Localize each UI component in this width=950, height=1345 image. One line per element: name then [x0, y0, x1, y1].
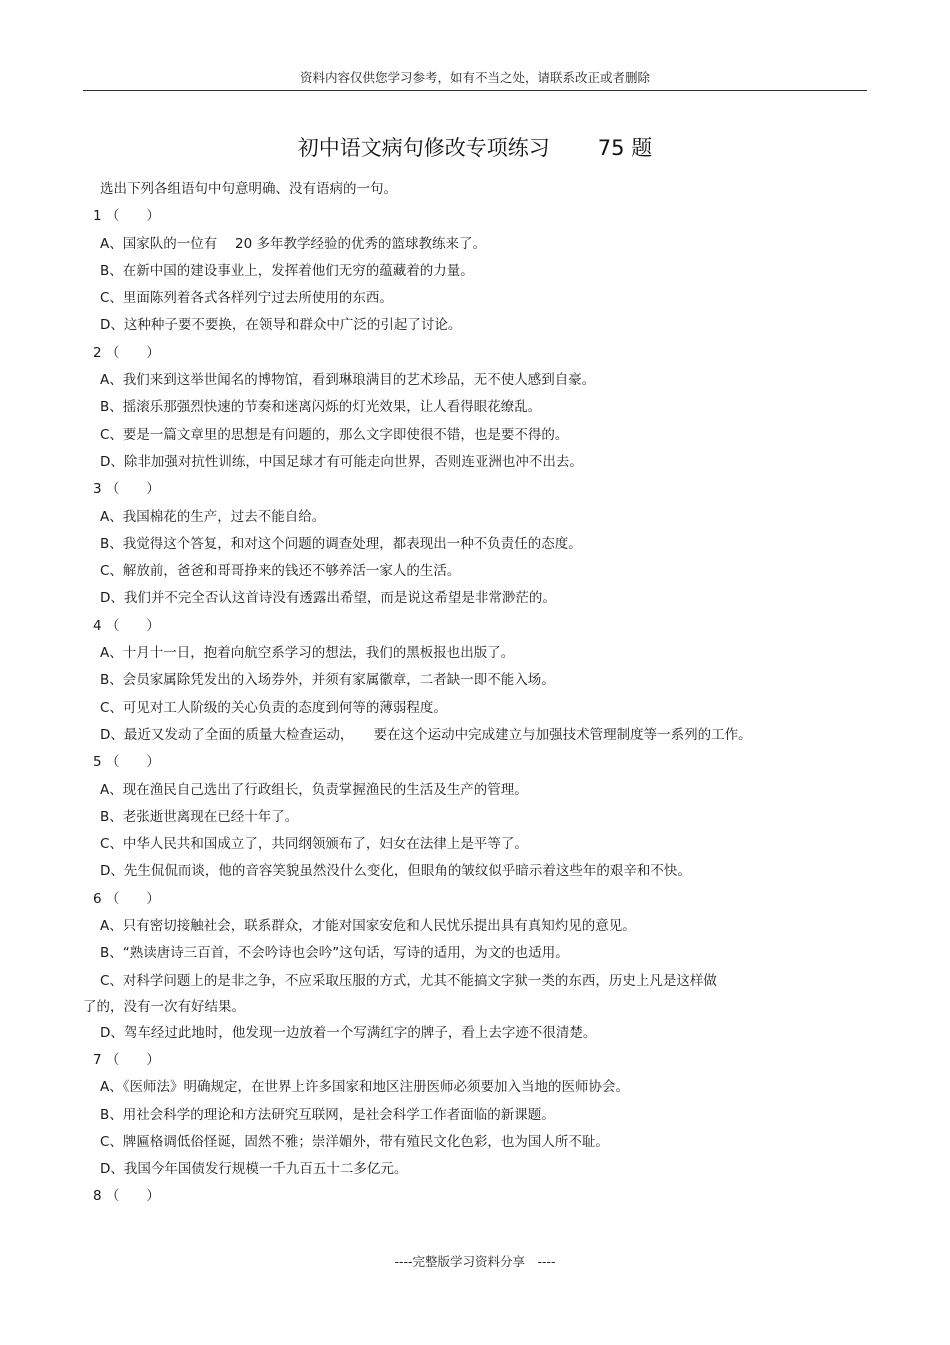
answer-option	[83, 968, 873, 1020]
answer-option: C、解放前，爸爸和哥哥挣来的钱还不够养活一家人的生活。	[100, 563, 461, 580]
question-number: 8 （ ）	[93, 1188, 160, 1205]
answer-option: D、驾车经过此地时，他发现一边放着一个写满红字的牌子，看上去字迹不很清楚。	[100, 1024, 597, 1041]
answer-option: C、中华人民共和国成立了，共同纲领颁布了，妇女在法律上是平等了。	[100, 836, 528, 853]
header-disclaimer: 资料内容仅供您学习参考，如有不当之处，请联系改正或者删除	[299, 70, 650, 85]
answer-option: D、这种种子要不要换，在领导和群众中广泛的引起了讨论。	[100, 317, 462, 334]
title-main: 初中语文病句修改专项练习	[297, 136, 550, 160]
answer-option: D、最近又发动了全面的质量大检查运动， 要在这个运动中完成建立与加强技术管理制度等一系列的工作。	[100, 726, 752, 743]
answer-option: B、老张逝世离现在已经十年了。	[100, 808, 299, 825]
answer-option: B、“熟读唐诗三百首，不会吟诗也会吟”这句话，写诗的适用，为文的也适用。	[100, 945, 569, 962]
answer-option: D、除非加强对抗性训练，中国足球才有可能走向世界，否则连亚洲也冲不出去。	[100, 453, 583, 470]
answer-option: A、现在渔民自己选出了行政组长，负责掌握渔民的生活及生产的管理。	[100, 781, 528, 798]
answer-option: C、要是一篇文章里的思想是有问题的，那么文字即使很不错，也是要不得的。	[100, 426, 569, 443]
answer-option: A、我国棉花的生产，过去不能自给。	[100, 508, 326, 525]
answer-option: C、牌匾格调低俗怪诞，固然不雅；崇洋媚外，带有殖民文化色彩，也为国人所不耻。	[100, 1133, 609, 1150]
answer-option: B、我觉得这个答复，和对这个问题的调查处理，都表现出一种不负责任的态度。	[100, 535, 582, 552]
instruction: 选出下列各组语句中句意明确、没有语病的一句。	[100, 181, 397, 197]
question-number: 2 （ ）	[93, 344, 160, 361]
question-number: 3 （ ）	[93, 481, 160, 498]
answer-option: D、我们并不完全否认这首诗没有透露出希望，而是说这希望是非常渺茫的。	[100, 590, 556, 607]
title-count: 75 题	[597, 136, 653, 160]
question-number: 5 （ ）	[93, 754, 160, 771]
exercise-content	[83, 176, 873, 1211]
answer-option: D、我国今年国债发行规模一千九百五十二多亿元。	[100, 1161, 408, 1178]
question-number: 1 （ ）	[93, 208, 160, 225]
answer-option: C、里面陈列着各式各样列宁过去所使用的东西。	[100, 290, 393, 307]
question-number: 7 （ ）	[93, 1051, 160, 1068]
answer-option: B、摇滚乐那强烈快速的节奏和迷离闪烁的灯光效果，让人看得眼花缭乱。	[100, 399, 542, 416]
answer-option: A、只有密切接触社会，联系群众，才能对国家安危和人民忧乐提出具有真知灼见的意见。	[100, 918, 636, 935]
question-number: 6 （ ）	[93, 890, 160, 907]
header-divider	[83, 90, 867, 91]
answer-option: A、国家队的一位有 20 多年教学经验的优秀的篮球教练来了。	[100, 235, 486, 252]
answer-option: B、用社会科学的理论和方法研究互联网，是社会科学工作者面临的新课题。	[100, 1106, 555, 1123]
answer-option: A、十月十一日，抱着向航空系学习的想法，我们的黑板报也出版了。	[100, 645, 515, 662]
answer-option-line: C、对科学问题上的是非之争，不应采取压服的方式，尤其不能搞文字狱一类的东西，历史上凡是这样做	[100, 972, 717, 989]
answer-option: D、先生侃侃而谈，他的音容笑貌虽然没什么变化，但眼角的皱纹似乎暗示着这些年的艰辛和不快。	[100, 863, 691, 880]
footer-note: ----完整版学习资料分享 ----	[394, 1254, 556, 1269]
question-list	[83, 203, 873, 1210]
answer-option: A、我们来到这举世闻名的博物馆，看到琳琅满目的艺术珍品，无不使人感到自豪。	[100, 372, 596, 389]
page-title	[0, 132, 950, 162]
answer-option: A、《医师法》明确规定，在世界上许多国家和地区注册医师必须要加入当地的医师协会。	[100, 1079, 629, 1096]
answer-option: B、在新中国的建设事业上，发挥着他们无穷的蕴藏着的力量。	[100, 262, 474, 279]
answer-option-continuation: 了的，没有一次有好结果。	[83, 998, 245, 1015]
answer-option: B、会员家属除凭发出的入场券外，并须有家属徽章，二者缺一即不能入场。	[100, 672, 555, 689]
answer-option: C、可见对工人阶级的关心负责的态度到何等的薄弱程度。	[100, 699, 447, 716]
question-number: 4 （ ）	[93, 617, 160, 634]
